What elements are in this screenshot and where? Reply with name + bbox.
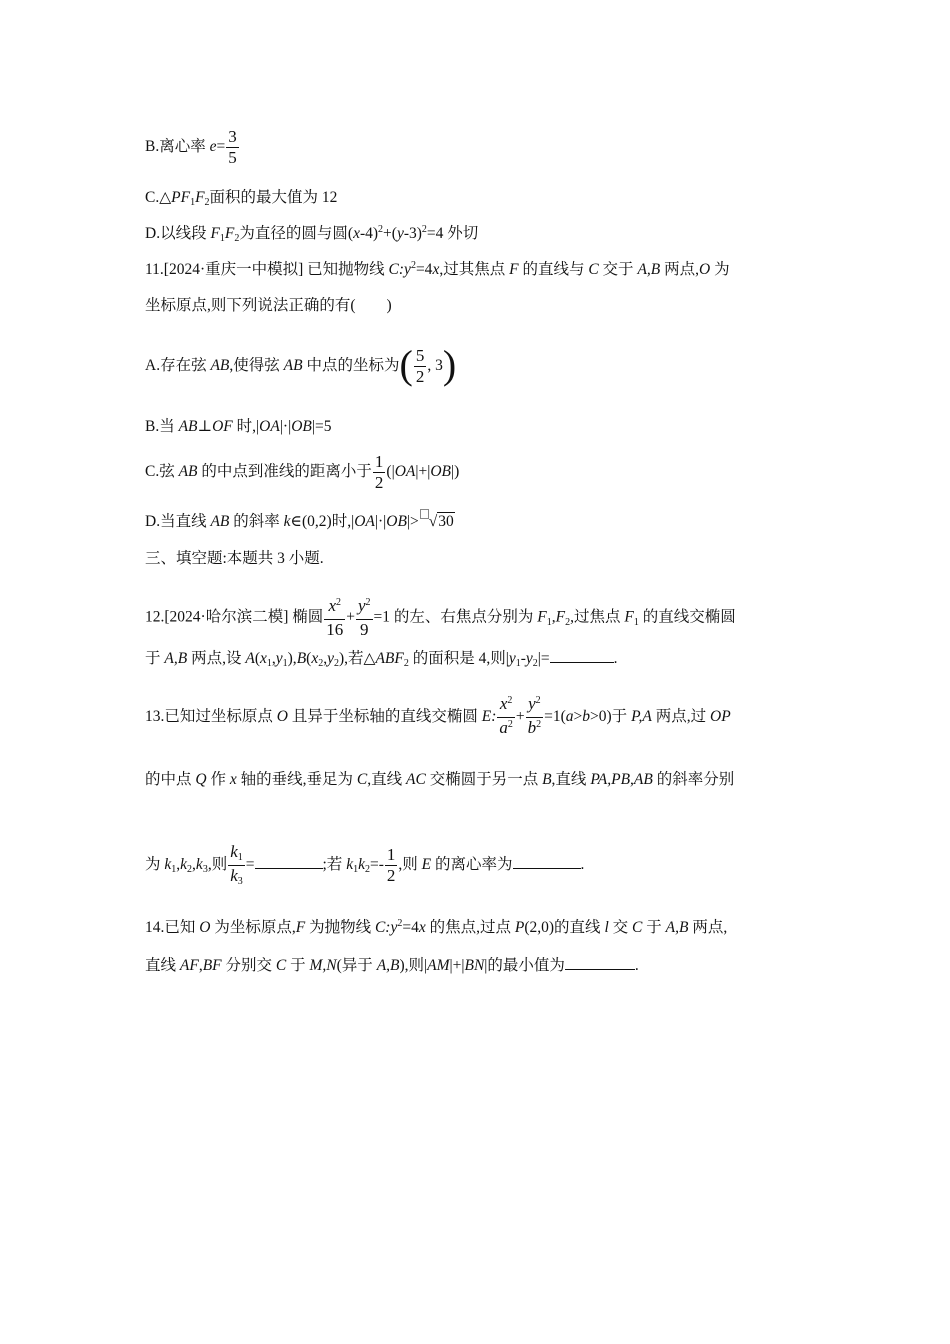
question-text: >: [573, 708, 583, 726]
math-var: x: [259, 650, 267, 667]
q10-option-c: [145, 188, 337, 210]
question-text: ,: [271, 650, 276, 667]
option-text: |): [450, 463, 460, 481]
question-text: 坐标原点,则下列说法正确的有( ): [145, 297, 392, 314]
question-text: =-: [369, 856, 384, 874]
math-var: AB: [283, 357, 303, 375]
math-var: AB: [210, 513, 230, 530]
math-var: M,N: [309, 957, 337, 974]
math-var: l: [604, 919, 609, 936]
math-var: x: [353, 225, 360, 242]
question-text: ;若: [322, 856, 347, 874]
subscript: 3: [202, 864, 208, 876]
numerator: 3: [228, 127, 237, 146]
question-text: 的焦点,过点: [425, 919, 515, 936]
option-text: 的斜率: [229, 513, 284, 530]
option-text: 为直径的圆与圆(: [239, 225, 354, 242]
math-var: A: [245, 650, 255, 667]
q13-stem-line2: [145, 770, 734, 790]
math-var: y: [275, 650, 283, 667]
denominator: 9: [360, 620, 369, 639]
math-var: A,B: [164, 650, 188, 667]
q14-stem-line2: [145, 955, 639, 976]
left-paren: (: [399, 341, 413, 387]
numerator: 1: [386, 845, 396, 864]
question-text: 为: [145, 856, 165, 874]
math-var: x: [418, 919, 426, 936]
q13-stem-line1: [145, 694, 731, 741]
subscript: 2: [565, 616, 571, 628]
question-text: .: [613, 650, 618, 667]
question-text: ,则: [207, 856, 228, 874]
subscript: 2: [318, 658, 324, 669]
math-var: AM: [427, 957, 450, 974]
question-text: 两点,: [688, 919, 728, 936]
math-var: C: [588, 261, 599, 278]
option-text: |+|: [415, 463, 431, 481]
denominator: [228, 866, 245, 889]
option-text: |·|: [374, 513, 387, 530]
option-text: B.当: [145, 418, 179, 435]
math-var: x: [328, 596, 337, 615]
subscript: 2: [364, 864, 370, 876]
subscript: 1: [190, 197, 196, 208]
subscript: 2: [234, 233, 240, 244]
section-title: 三、填空题:本题共 3 小题.: [145, 550, 324, 567]
option-text: |=5: [311, 418, 332, 435]
superscript: 2: [410, 260, 416, 271]
fraction: [414, 346, 427, 387]
question-text: =4: [402, 919, 419, 936]
answer-blank[interactable]: [565, 955, 635, 970]
question-text: 于: [642, 919, 666, 936]
math-var: F: [295, 919, 306, 936]
fraction: [385, 845, 398, 886]
question-text: 于: [286, 957, 310, 974]
math-var: AB: [210, 357, 230, 375]
denominator: [526, 718, 544, 741]
option-text: 的中点到准线的距离小于: [197, 463, 372, 481]
math-var: P: [514, 919, 525, 936]
question-text: 交椭圆于另一点: [425, 771, 543, 788]
question-text: =1 的左、右焦点分别为: [373, 608, 538, 626]
subscript: 2: [333, 658, 339, 669]
math-var: E:: [481, 708, 497, 726]
question-text: 的直线交椭圆: [638, 608, 736, 626]
math-var: OA: [354, 513, 375, 530]
superscript: 2: [365, 597, 371, 608]
question-text: 为坐标原点,: [210, 919, 296, 936]
question-text: 为: [710, 261, 730, 278]
math-var: a: [565, 708, 574, 726]
math-var: F: [509, 261, 519, 278]
math-var: y: [327, 650, 334, 667]
option-text: ,使得弦: [229, 357, 284, 375]
question-text: +: [515, 708, 525, 726]
math-var: a: [499, 718, 508, 737]
subscript: 1: [633, 616, 639, 628]
option-text: =4 外切: [426, 225, 479, 242]
question-text: 11.[2024·重庆一中模拟] 已知抛物线: [145, 261, 389, 278]
subscript: 1: [219, 233, 225, 244]
option-text: ⊥: [197, 418, 213, 435]
math-var: B: [542, 771, 552, 788]
question-text: 轴的垂线,垂足为: [236, 771, 357, 788]
question-text: 的面积是 4,则|: [408, 650, 509, 667]
question-text: 的离心率为: [431, 856, 513, 874]
question-text: |的最小值为: [484, 957, 565, 974]
math-var: BF: [202, 957, 222, 974]
math-var: C: [275, 957, 287, 974]
question-text: 作: [206, 771, 230, 788]
subscript: 1: [353, 864, 359, 876]
denominator: 5: [228, 148, 237, 167]
option-text: 面积的最大值为 12: [209, 189, 338, 206]
math-var: OB: [430, 463, 451, 481]
math-var: A,B: [376, 957, 400, 974]
question-text: >0)于: [590, 708, 632, 726]
option-text: ∈(0,2)时,|: [290, 513, 355, 530]
subscript: 2: [187, 864, 193, 876]
question-text: =: [245, 856, 255, 874]
superscript: 2: [536, 719, 542, 730]
question-text: =1(: [544, 708, 566, 726]
math-var: O: [199, 919, 211, 936]
math-var: x: [499, 694, 508, 713]
superscript: 2: [397, 918, 403, 929]
option-text: B.离心率: [145, 138, 210, 156]
q12-stem-line1: [145, 596, 736, 640]
q11-option-c: [145, 452, 459, 493]
math-var: O: [276, 708, 288, 726]
math-var: AC: [406, 771, 426, 788]
math-var: e: [209, 138, 217, 156]
math-var: BN: [464, 957, 485, 974]
math-var: k: [180, 856, 188, 874]
math-var: OP: [710, 708, 731, 726]
math-var: y: [528, 694, 536, 713]
math-var: OA: [259, 418, 280, 435]
question-text: 的斜率分别: [652, 771, 735, 788]
question-text: ,直线: [367, 771, 406, 788]
math-var: k: [195, 856, 203, 874]
answer-blank[interactable]: [550, 648, 614, 663]
question-text: ,: [551, 608, 556, 626]
answer-blank[interactable]: [255, 854, 323, 869]
denominator: 16: [326, 620, 344, 639]
q13-stem-line3: [145, 842, 584, 889]
math-var: A,B: [665, 919, 689, 936]
question-text: +: [346, 608, 355, 626]
question-text: (异于: [336, 957, 377, 974]
math-var: k: [346, 856, 354, 874]
question-text: 交: [608, 919, 633, 936]
subscript: 1: [282, 658, 288, 669]
math-var: F: [224, 225, 235, 242]
question-text: 交于: [598, 261, 638, 278]
q10-option-b: [145, 127, 240, 168]
math-var: y: [358, 596, 366, 615]
superscript: 2: [421, 224, 427, 235]
question-text: 两点,过: [651, 708, 711, 726]
math-var: OB: [291, 418, 312, 435]
math-var: B: [296, 650, 307, 667]
option-text: A.存在弦: [145, 357, 211, 375]
math-var: ABF: [375, 650, 404, 667]
q11-stem-line1: [145, 260, 730, 282]
question-text: ,: [176, 856, 181, 874]
question-text: ,: [192, 856, 196, 874]
math-var: y: [525, 650, 533, 667]
math-var: OB: [386, 513, 407, 530]
option-text: -4): [359, 225, 379, 242]
math-var: y: [508, 650, 516, 667]
math-var: OA: [394, 463, 416, 481]
question-text: 的直线与: [518, 261, 589, 278]
math-var: x: [432, 261, 440, 278]
question-text: 分别交: [221, 957, 276, 974]
question-text: ),若△: [338, 650, 376, 667]
numerator: [324, 596, 345, 620]
question-text: (: [254, 650, 260, 667]
q11-option-a: [145, 341, 457, 387]
math-var: AF: [179, 957, 199, 974]
option-text: D.当直线: [145, 513, 211, 530]
numerator: 5: [415, 346, 425, 365]
option-text: C.弦: [145, 463, 179, 481]
math-var: C: [632, 919, 643, 936]
numerator: [526, 694, 544, 718]
math-var: k: [164, 856, 172, 874]
denominator: 2: [386, 866, 396, 885]
math-var: k: [358, 856, 365, 874]
math-var: x: [311, 650, 319, 667]
math-var: F: [555, 608, 566, 626]
question-text: 于: [145, 650, 165, 667]
question-text: 13.已知过坐标原点: [145, 708, 277, 726]
subscript: 2: [204, 197, 210, 208]
q10-option-d: [145, 224, 478, 246]
math-var: E: [421, 856, 432, 874]
answer-blank[interactable]: [513, 854, 581, 869]
math-var: k: [283, 513, 291, 530]
subscript: 1: [266, 658, 272, 669]
q12-stem-line2: [145, 648, 618, 671]
question-text: |+|: [449, 957, 465, 974]
question-text: |=: [537, 650, 550, 667]
question-text: 且异于坐标轴的直线交椭圆: [287, 708, 482, 726]
superscript: 2: [535, 695, 541, 706]
fraction: [497, 694, 515, 741]
math-var: AB: [178, 418, 198, 435]
fraction: [324, 596, 345, 640]
fraction: [228, 842, 245, 889]
radicand: 30: [438, 513, 454, 530]
option-text: C.△: [145, 189, 172, 206]
fraction: [526, 694, 544, 741]
math-var: F: [195, 189, 205, 206]
question-text: -: [520, 650, 526, 667]
subscript: 2: [403, 658, 409, 669]
math-var: C:y: [374, 919, 398, 936]
subscript: 1: [515, 658, 521, 669]
question-text: .: [580, 856, 585, 874]
math-var: PA,PB,AB: [590, 771, 653, 788]
subscript: 2: [532, 658, 538, 669]
math-var: F: [537, 608, 547, 626]
math-var: C:y: [388, 261, 411, 278]
q11-option-b: [145, 417, 331, 437]
question-text: ),: [287, 650, 297, 667]
math-var: b: [582, 708, 591, 726]
question-text: ,直线: [551, 771, 591, 788]
question-text: .: [634, 957, 639, 974]
question-text: ),则|: [399, 957, 428, 974]
option-text: |>: [406, 513, 419, 530]
math-var: A,B: [637, 261, 661, 278]
question-text: =4: [415, 261, 433, 278]
option-text: 中点的坐标为: [302, 357, 400, 375]
option-text: 时,|: [232, 418, 260, 435]
numerator: [356, 596, 373, 620]
question-text: 两点,: [660, 261, 700, 278]
question-text: ,: [198, 957, 203, 974]
denominator: [497, 718, 515, 741]
superscript: 2: [507, 719, 513, 730]
superscript: 2: [507, 695, 513, 706]
subscript: 1: [237, 852, 243, 863]
denominator: 2: [374, 473, 384, 492]
question-text: ,过焦点: [570, 608, 625, 626]
math-var: y: [396, 225, 404, 242]
fraction: [226, 127, 239, 168]
math-var: OF: [212, 418, 233, 435]
question-text: 直线: [145, 957, 180, 974]
denominator: 2: [415, 367, 425, 386]
math-var: k: [230, 866, 238, 885]
option-text: +(: [383, 225, 397, 242]
question-text: 的中点: [145, 771, 196, 788]
superscript: 2: [336, 597, 342, 608]
math-var: x: [229, 771, 237, 788]
fraction: [356, 596, 373, 640]
math-var: AB: [178, 463, 198, 481]
math-var: F: [624, 608, 634, 626]
question-text: 14.已知: [145, 919, 200, 936]
option-text: =: [216, 138, 226, 156]
radical: √30: [428, 513, 454, 530]
question-text: (2,0)的直线: [524, 919, 605, 936]
math-var: Q: [195, 771, 207, 788]
option-text: -3): [403, 225, 422, 242]
question-text: 12.[2024·哈尔滨二模] 椭圆: [145, 608, 324, 626]
question-text: 为抛物线: [305, 919, 375, 936]
question-text: (: [306, 650, 312, 667]
right-paren: ): [442, 341, 457, 387]
numerator: [228, 842, 245, 866]
numerator: 1: [374, 452, 384, 471]
subscript: 1: [546, 616, 552, 628]
section-heading: [145, 549, 324, 569]
math-var: b: [527, 718, 537, 737]
math-var: PF: [171, 189, 191, 206]
math-var: F: [210, 225, 220, 242]
subscript: 1: [171, 864, 177, 876]
option-text: (|: [386, 463, 395, 481]
math-var: O: [699, 261, 711, 278]
question-text: 两点,设: [187, 650, 246, 667]
option-text: D.以线段: [145, 225, 211, 242]
superscript: 2: [378, 224, 384, 235]
q14-stem-line1: [145, 918, 727, 940]
numerator: [497, 694, 515, 718]
q11-option-d: [145, 512, 455, 532]
subscript: 3: [237, 876, 243, 887]
q11-stem-line2: [145, 296, 392, 316]
question-text: ,则: [398, 856, 422, 874]
root-index-placeholder: [420, 509, 429, 519]
question-text: ,: [323, 650, 328, 667]
fraction: [373, 452, 386, 493]
math-var: P,A: [631, 708, 652, 726]
option-text: , 3: [427, 357, 443, 375]
option-text: |·|: [279, 418, 292, 435]
math-var: C: [356, 771, 368, 788]
math-var: k: [230, 842, 238, 861]
question-text: ,过其焦点: [439, 261, 510, 278]
